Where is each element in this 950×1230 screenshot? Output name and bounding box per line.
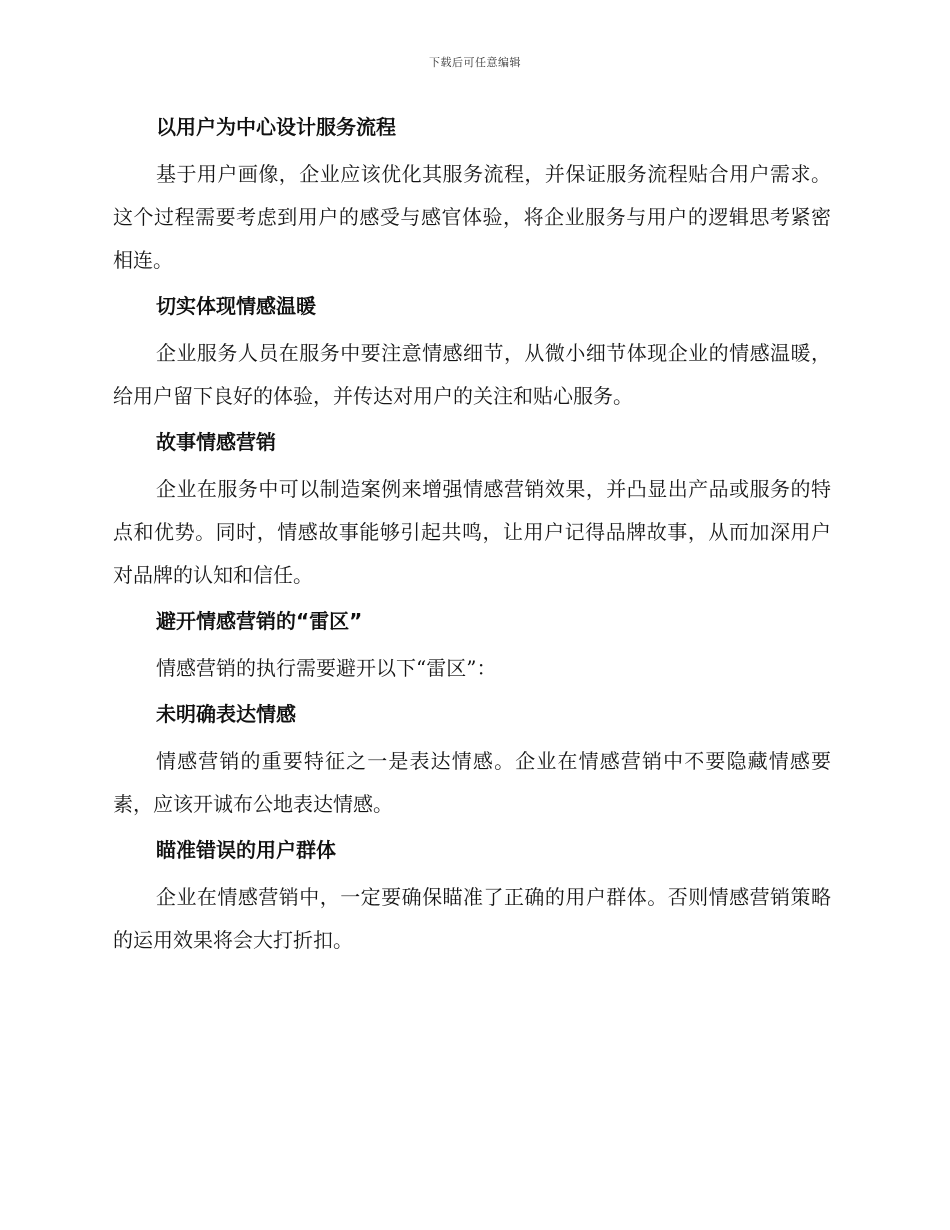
section-paragraph: 企业在服务中可以制造案例来增强情感营销效果，并凸显出产品或服务的特点和优势。同时，情感故事能够引起共鸣，让用户记得品牌故事，从而加深用户对品牌的认知和信任。 — [113, 477, 831, 587]
section-paragraph: 基于用户画像，企业应该优化其服务流程，并保证服务流程贴合用户需求。这个过程需要考虑到用户的感受与感官体验，将企业服务与用户的逻辑思考紧密相连。 — [113, 162, 831, 272]
section-heading: 未明确表达情感 — [156, 702, 296, 726]
section-avoid-pitfalls — [113, 602, 831, 695]
section-heading: 以用户为中心设计服务流程 — [156, 115, 396, 139]
section-story-marketing — [113, 423, 831, 602]
document-body — [113, 108, 831, 962]
page-header: 下载后可任意编辑 — [429, 56, 521, 69]
section-paragraph: 情感营销的执行需要避开以下“雷区”： — [156, 656, 497, 680]
section-heading: 故事情感营销 — [156, 430, 276, 454]
section-unclear-emotion — [113, 695, 831, 831]
section-paragraph: 企业服务人员在服务中要注意情感细节，从微小细节体现企业的情感温暖，给用户留下良好的体验，并传达对用户的关注和贴心服务。 — [113, 341, 831, 408]
section-heading: 避开情感营销的“雷区” — [156, 609, 363, 633]
section-heading: 切实体现情感温暖 — [156, 294, 316, 318]
section-user-centered-service — [113, 108, 831, 287]
section-heading: 瞄准错误的用户群体 — [156, 838, 336, 862]
section-emotional-warmth — [113, 287, 831, 423]
section-wrong-audience — [113, 831, 831, 962]
section-paragraph: 情感营销的重要特征之一是表达情感。企业在情感营销中不要隐藏情感要素，应该开诚布公地表达情感。 — [113, 749, 831, 816]
section-paragraph: 企业在情感营销中，一定要确保瞄准了正确的用户群体。否则情感营销策略的运用效果将会大打折扣。 — [113, 885, 831, 952]
